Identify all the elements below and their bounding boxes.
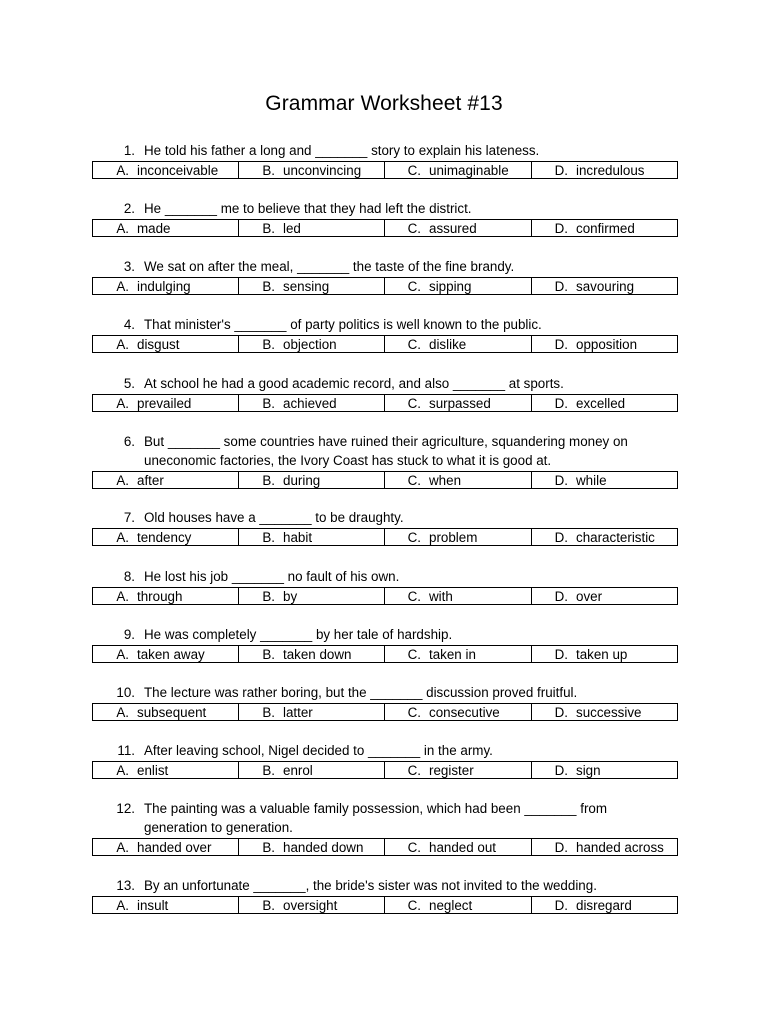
question-number xyxy=(92,625,135,644)
option-letter: A. xyxy=(116,395,129,411)
option-letter: A. xyxy=(116,839,129,855)
option-b[interactable] xyxy=(239,220,385,236)
question-number xyxy=(92,315,135,334)
question-stem xyxy=(92,567,678,586)
question-text: He was completely _______ by her tale of hardship. xyxy=(144,627,453,642)
question-2 xyxy=(92,199,678,237)
option-d[interactable] xyxy=(532,529,679,545)
question-text: That minister's _______ of party politics is well known to the public. xyxy=(144,317,542,332)
option-letter: D. xyxy=(554,897,568,913)
option-letter: B. xyxy=(262,897,275,913)
option-letter: C. xyxy=(407,529,421,545)
option-letter: D. xyxy=(554,472,568,488)
question-3 xyxy=(92,257,678,295)
option-d[interactable] xyxy=(532,839,679,855)
option-letter: A. xyxy=(116,704,129,720)
option-d[interactable] xyxy=(532,704,679,720)
question-stem xyxy=(92,141,678,160)
question-8 xyxy=(92,567,678,605)
option-letter: A. xyxy=(116,336,129,352)
question-number xyxy=(92,432,135,451)
option-text: objection xyxy=(283,336,337,352)
question-stem xyxy=(92,625,678,644)
option-letter: C. xyxy=(407,220,421,236)
question-text: He lost his job _______ no fault of his own. xyxy=(144,569,400,584)
options-row xyxy=(92,471,678,489)
option-a[interactable] xyxy=(93,762,239,778)
option-c[interactable] xyxy=(385,588,532,604)
question-text: uneconomic factories, the Ivory Coast has stuck to what it is good at. xyxy=(144,453,552,468)
question-text: We sat on after the meal, _______ the taste of the fine brandy. xyxy=(144,259,515,274)
question-stem xyxy=(92,374,678,393)
question-number xyxy=(92,741,135,760)
option-letter: C. xyxy=(407,897,421,913)
option-b[interactable] xyxy=(239,897,385,913)
question-text: At school he had a good academic record, and also _______ at sports. xyxy=(144,376,564,391)
option-text: with xyxy=(429,588,453,604)
option-letter: B. xyxy=(262,162,275,178)
question-number-label: 11. xyxy=(117,743,135,758)
question-text: He told his father a long and _______ story to explain his lateness. xyxy=(144,143,540,158)
options-row xyxy=(92,896,678,914)
option-d[interactable] xyxy=(532,762,679,778)
option-text: savouring xyxy=(576,278,635,294)
question-text: The lecture was rather boring, but the _______ discussion proved fruitful. xyxy=(144,685,578,700)
option-b[interactable] xyxy=(239,472,385,488)
option-b[interactable] xyxy=(239,162,385,178)
option-a[interactable] xyxy=(93,839,239,855)
question-text: Old houses have a _______ to be draughty. xyxy=(144,510,404,525)
option-b[interactable] xyxy=(239,704,385,720)
option-letter: A. xyxy=(116,472,129,488)
option-text: neglect xyxy=(429,897,473,913)
question-number-label: 12. xyxy=(116,801,135,816)
option-text: by xyxy=(283,588,298,604)
option-text: subsequent xyxy=(137,704,207,720)
option-b[interactable] xyxy=(239,588,385,604)
question-number-label: 9. xyxy=(123,627,135,642)
question-number xyxy=(92,257,135,276)
option-a[interactable] xyxy=(93,472,239,488)
option-letter: C. xyxy=(407,762,421,778)
option-letter: D. xyxy=(554,704,568,720)
option-d[interactable] xyxy=(532,897,679,913)
option-text: enrol xyxy=(283,762,313,778)
page-title: Grammar Worksheet #13 xyxy=(265,92,503,115)
option-c[interactable] xyxy=(385,278,532,294)
options-row xyxy=(92,645,678,663)
options-row xyxy=(92,277,678,295)
question-number-label: 13. xyxy=(116,878,135,893)
options-row xyxy=(92,838,678,856)
option-letter: A. xyxy=(116,220,129,236)
question-number xyxy=(92,818,135,837)
option-text: while xyxy=(576,472,607,488)
question-number xyxy=(92,508,135,527)
question-text: By an unfortunate _______, the bride's sister was not invited to the wedding. xyxy=(144,878,597,893)
option-b[interactable] xyxy=(239,278,385,294)
option-text: taken up xyxy=(576,646,628,662)
option-text: taken in xyxy=(429,646,476,662)
option-b[interactable] xyxy=(239,646,385,662)
question-stem xyxy=(92,876,678,895)
option-letter: D. xyxy=(554,162,568,178)
question-number xyxy=(92,683,135,702)
option-letter: B. xyxy=(262,395,275,411)
option-a[interactable] xyxy=(93,162,239,178)
option-text: prevailed xyxy=(137,395,192,411)
option-text: taken down xyxy=(283,646,352,662)
option-text: unconvincing xyxy=(283,162,362,178)
option-text: confirmed xyxy=(576,220,635,236)
option-text: inconceivable xyxy=(137,162,219,178)
option-letter: D. xyxy=(554,839,568,855)
option-letter: D. xyxy=(554,395,568,411)
option-d[interactable] xyxy=(532,588,679,604)
option-text: habit xyxy=(283,529,313,545)
question-number-label: 8. xyxy=(123,569,135,584)
question-stem xyxy=(92,432,678,451)
option-letter: B. xyxy=(262,704,275,720)
question-13 xyxy=(92,876,678,914)
option-b[interactable] xyxy=(239,336,385,352)
option-letter: A. xyxy=(116,588,129,604)
question-number-label: 1. xyxy=(123,143,135,158)
option-d[interactable] xyxy=(532,162,679,178)
option-text: unimaginable xyxy=(429,162,509,178)
option-text: handed down xyxy=(283,839,364,855)
option-b[interactable] xyxy=(239,839,385,855)
option-text: disgust xyxy=(137,336,180,352)
question-stem xyxy=(92,451,678,470)
option-c[interactable] xyxy=(385,839,532,855)
option-letter: B. xyxy=(262,220,275,236)
option-c[interactable] xyxy=(385,897,532,913)
question-text: But _______ some countries have ruined their agriculture, squandering money on xyxy=(144,434,628,449)
question-text: generation to generation. xyxy=(144,820,293,835)
question-number xyxy=(92,141,135,160)
option-text: after xyxy=(137,472,164,488)
question-11 xyxy=(92,741,678,779)
option-letter: C. xyxy=(407,646,421,662)
option-letter: C. xyxy=(407,839,421,855)
option-letter: A. xyxy=(116,762,129,778)
question-number xyxy=(92,451,135,470)
option-text: insult xyxy=(137,897,169,913)
option-c[interactable] xyxy=(385,336,532,352)
option-c[interactable] xyxy=(385,162,532,178)
question-number xyxy=(92,876,135,895)
question-number-label: 3. xyxy=(123,259,135,274)
option-text: led xyxy=(283,220,301,236)
options-row xyxy=(92,394,678,412)
option-a[interactable] xyxy=(93,704,239,720)
options-row xyxy=(92,335,678,353)
option-letter: A. xyxy=(116,897,129,913)
option-text: handed out xyxy=(429,839,497,855)
option-letter: D. xyxy=(554,336,568,352)
option-letter: B. xyxy=(262,839,275,855)
option-text: when xyxy=(429,472,462,488)
option-a[interactable] xyxy=(93,395,239,411)
option-letter: B. xyxy=(262,278,275,294)
question-stem xyxy=(92,799,678,818)
question-12 xyxy=(92,799,678,856)
option-d[interactable] xyxy=(532,395,679,411)
option-d[interactable] xyxy=(532,220,679,236)
option-a[interactable] xyxy=(93,278,239,294)
question-6 xyxy=(92,432,678,489)
option-text: surpassed xyxy=(429,395,491,411)
option-text: oversight xyxy=(283,897,338,913)
option-a[interactable] xyxy=(93,897,239,913)
option-text: tendency xyxy=(137,529,192,545)
question-number-label: 4. xyxy=(123,317,135,332)
option-letter: A. xyxy=(116,278,129,294)
option-c[interactable] xyxy=(385,646,532,662)
option-d[interactable] xyxy=(532,646,679,662)
option-letter: D. xyxy=(554,278,568,294)
option-d[interactable] xyxy=(532,336,679,352)
question-9 xyxy=(92,625,678,663)
option-text: sensing xyxy=(283,278,330,294)
question-number-label: 6. xyxy=(123,434,135,449)
option-c[interactable] xyxy=(385,762,532,778)
option-letter: D. xyxy=(554,588,568,604)
option-text: handed over xyxy=(137,839,212,855)
option-letter: A. xyxy=(116,646,129,662)
option-text: opposition xyxy=(576,336,638,352)
option-letter: A. xyxy=(116,162,129,178)
option-a[interactable] xyxy=(93,529,239,545)
question-number-label: 7. xyxy=(123,510,135,525)
question-number-label: 5. xyxy=(123,376,135,391)
option-letter: B. xyxy=(262,646,275,662)
question-number xyxy=(92,799,135,818)
option-text: over xyxy=(576,588,603,604)
options-row xyxy=(92,703,678,721)
option-letter: C. xyxy=(407,395,421,411)
option-c[interactable] xyxy=(385,704,532,720)
option-b[interactable] xyxy=(239,395,385,411)
option-text: disregard xyxy=(576,897,632,913)
options-row xyxy=(92,587,678,605)
option-a[interactable] xyxy=(93,220,239,236)
option-letter: B. xyxy=(262,336,275,352)
option-letter: C. xyxy=(407,336,421,352)
option-letter: C. xyxy=(407,278,421,294)
option-c[interactable] xyxy=(385,395,532,411)
option-letter: C. xyxy=(407,704,421,720)
question-number xyxy=(92,199,135,218)
option-b[interactable] xyxy=(239,762,385,778)
options-row xyxy=(92,528,678,546)
option-text: sipping xyxy=(429,278,472,294)
option-c[interactable] xyxy=(385,472,532,488)
option-letter: B. xyxy=(262,472,275,488)
option-text: latter xyxy=(283,704,313,720)
question-text: The painting was a valuable family possession, which had been _______ from xyxy=(144,801,608,816)
option-text: consecutive xyxy=(429,704,500,720)
question-stem xyxy=(92,818,678,837)
question-5 xyxy=(92,374,678,412)
question-number xyxy=(92,567,135,586)
question-stem xyxy=(92,508,678,527)
option-text: indulging xyxy=(137,278,191,294)
option-text: excelled xyxy=(576,395,626,411)
option-a[interactable] xyxy=(93,588,239,604)
option-letter: B. xyxy=(262,588,275,604)
option-text: problem xyxy=(429,529,478,545)
option-letter: D. xyxy=(554,220,568,236)
option-text: successive xyxy=(576,704,642,720)
option-text: enlist xyxy=(137,762,169,778)
option-text: achieved xyxy=(283,395,337,411)
question-stem xyxy=(92,315,678,334)
option-c[interactable] xyxy=(385,220,532,236)
option-letter: D. xyxy=(554,529,568,545)
question-number xyxy=(92,374,135,393)
option-a[interactable] xyxy=(93,646,239,662)
question-stem xyxy=(92,199,678,218)
option-letter: C. xyxy=(407,472,421,488)
option-letter: C. xyxy=(407,588,421,604)
option-text: through xyxy=(137,588,183,604)
option-text: dislike xyxy=(429,336,467,352)
option-text: taken away xyxy=(137,646,205,662)
options-row xyxy=(92,219,678,237)
question-stem xyxy=(92,257,678,276)
question-stem xyxy=(92,683,678,702)
option-text: register xyxy=(429,762,474,778)
option-text: made xyxy=(137,220,171,236)
option-letter: A. xyxy=(116,529,129,545)
question-text: After leaving school, Nigel decided to _______ in the army. xyxy=(144,743,493,758)
option-text: handed across xyxy=(576,839,664,855)
option-text: characteristic xyxy=(576,529,655,545)
option-text: assured xyxy=(429,220,477,236)
option-letter: D. xyxy=(554,762,568,778)
question-7 xyxy=(92,508,678,546)
question-number-label: 2. xyxy=(123,201,135,216)
option-c[interactable] xyxy=(385,529,532,545)
question-4 xyxy=(92,315,678,353)
option-d[interactable] xyxy=(532,472,679,488)
question-1 xyxy=(92,141,678,179)
option-text: incredulous xyxy=(576,162,645,178)
option-d[interactable] xyxy=(532,278,679,294)
option-letter: B. xyxy=(262,529,275,545)
option-b[interactable] xyxy=(239,529,385,545)
option-text: during xyxy=(283,472,321,488)
question-number-label: 10. xyxy=(116,685,135,700)
option-letter: B. xyxy=(262,762,275,778)
question-10 xyxy=(92,683,678,721)
question-stem xyxy=(92,741,678,760)
option-a[interactable] xyxy=(93,336,239,352)
question-text: He _______ me to believe that they had left the district. xyxy=(144,201,472,216)
option-letter: C. xyxy=(407,162,421,178)
option-text: sign xyxy=(576,762,601,778)
options-row xyxy=(92,161,678,179)
options-row xyxy=(92,761,678,779)
option-letter: D. xyxy=(554,646,568,662)
